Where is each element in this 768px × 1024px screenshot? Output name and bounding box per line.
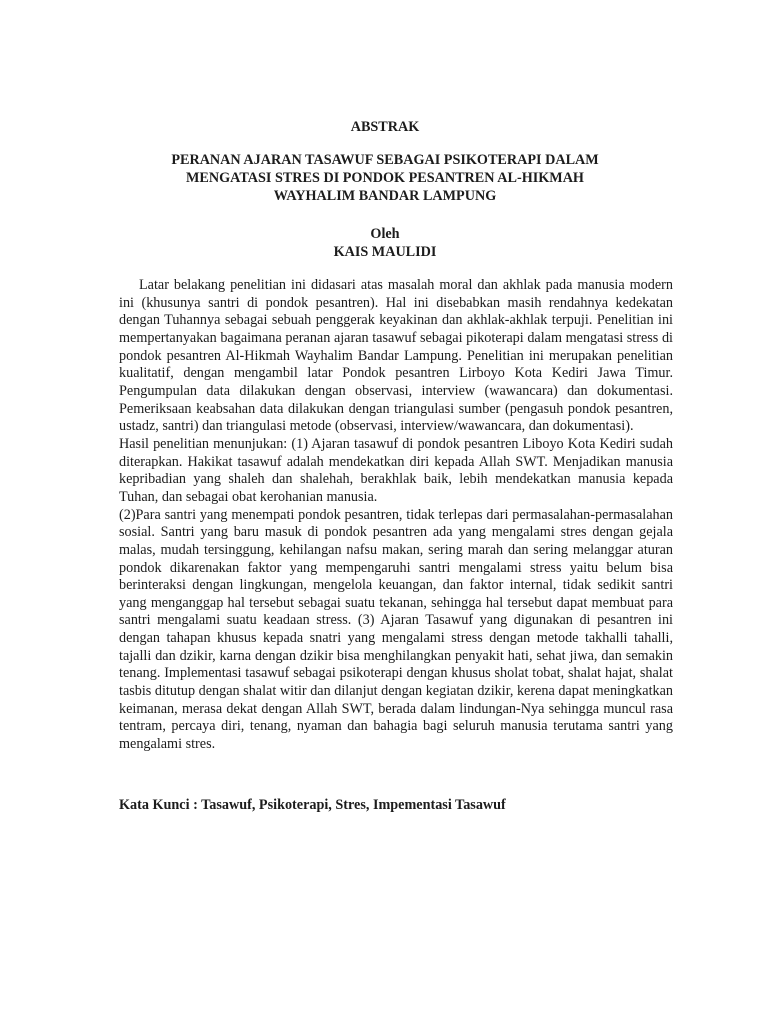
thesis-title [100, 151, 670, 205]
abstract-heading: ABSTRAK [350, 119, 420, 135]
thesis-title-line: PERANAN AJARAN TASAWUF SEBAGAI PSIKOTERAPI DALAM [171, 152, 599, 168]
abstract-paragraph: Latar belakang penelitian ini didasari atas masalah moral dan akhlak pada manusia modern ini (khusunya santri di pondok pesantren). Hal ini disebabkan masih rendahnya kedekatan dengan Tuhannya sebagai sebuah penggerak keyakinan dan akhlak-akhlak terpuji. Penelitian ini mempertanyakan bagaimana peranan ajaran tasawuf sebagai pikoterapi dalam mengatasi stress di pondok pesantren Al-Hikmah Wayhalim Bandar Lampung. Penelitian ini merupakan penelitian kualitatif, dengan mengambil latar Pondok pesantren Lirboyo Kota Kediri Jawa Timur. Pengumpulan data dilakukan dengan observasi, interview (wawancara) dan dokumentasi. Pemeriksaan keabsahan data dilakukan dengan triangulasi sumber (pengasuh pondok pesantren, ustadz, santri) dan triangulasi metode (observasi, interview/wawancara, dan dokumentasi). [119, 277, 673, 435]
thesis-title-line: MENGATASI STRES DI PONDOK PESANTREN AL-HIKMAH [186, 170, 584, 186]
abstract-body [119, 277, 673, 754]
by-label: Oleh [370, 226, 400, 242]
abstract-paragraph: Hasil penelitian menunjukan: (1) Ajaran tasawuf di pondok pesantren Liboyo Kota Kediri sudah diterapkan. Hakikat tasawuf adalah mendekatkan diri kepada Allah SWT. Menjadikan manusia kepribadian yang shaleh dan shalehah, berakhlak baik, lebih mendekatkan manusia kepada Tuhan, dan sebagai obat kerohanian manusia. [119, 435, 673, 505]
author-block [100, 225, 670, 261]
author-name: KAIS MAULIDI [333, 244, 437, 260]
abstract-paragraph: (2)Para santri yang menempati pondok pesantren, tidak terlepas dari permasalahan-permasalahan sosial. Santri yang baru masuk di pondok pesantren ada yang mengalami stres dengan gejala malas, mudah tersinggung, kehilangan nafsu makan, sering marah dan sering melanggar aturan pondok dikarenakan faktor yang mempengaruhi santri mengalami stress yaitu belum bisa berinteraksi dengan lingkungan, mengelola keuangan, dan faktor internal, tidak sedikit santri yang menganggap hal tersebut sebagai suatu tekanan, sehingga hal tersebut dapat membuat para santri mengalami suatu keadaan stress. (3) Ajaran Tasawuf yang digunakan di pesantren ini dengan tahapan khusus kepada snatri yang mengalami stress dengan metode takhalli tahalli, tajalli dan dzikir, karna dengan dzikir bisa menghilangkan penyakit hati, sehat jiwa, dan semakin tenang. Implementasi tasawuf sebagai psikoterapi dengan khusus sholat tobat, shalat hajat, shalat tasbis ditutup dengan shalat witir dan dilanjut dengan kegiatan dzikir, kerena dapat meningkatkan keimanan, merasa dekat dengan Allah SWT, berada dalam lindungan-Nya sehingga muncul rasa tentram, percaya diri, tenang, nyaman dan bahagia bagi seluruh manusia terutama santri yang mengalami stres. [119, 506, 673, 753]
keywords: Kata Kunci : Tasawuf, Psikoterapi, Stres, Impementasi Tasawuf [119, 797, 506, 813]
thesis-title-line: WAYHALIM BANDAR LAMPUNG [273, 188, 497, 204]
